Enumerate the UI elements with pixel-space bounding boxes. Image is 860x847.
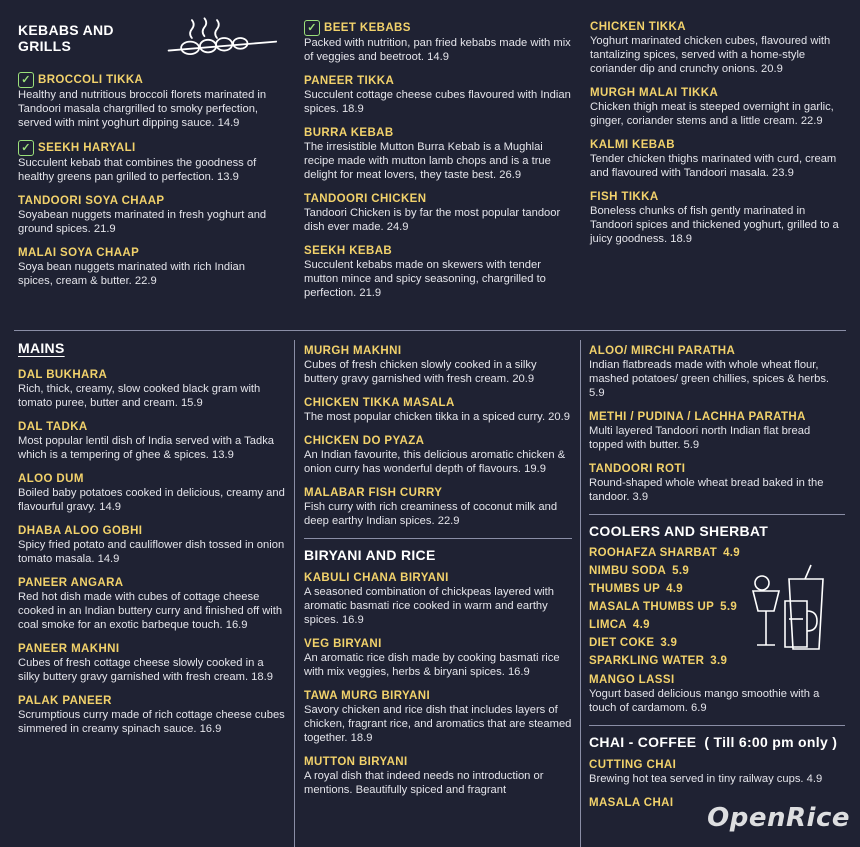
- item-name: SEEKH KEBAB: [304, 245, 393, 257]
- item-desc: Healthy and nutritious broccoli florets marinated in Tandoori masala chargrilled to smoky perfection, served with mint yoghurt dipping sauce. 14.9: [18, 89, 267, 129]
- list-item: [304, 689, 572, 745]
- drink-item: DIET COKE 3.9: [589, 637, 678, 649]
- item-price: 20.9: [548, 411, 570, 423]
- kebabs-section-title: KEBABS AND GRILLS: [18, 22, 114, 54]
- item-desc: Cubes of fresh cottage cheese slowly cooked in a silky buttery gravy garnished with fresh cream. 18.9: [18, 657, 273, 683]
- list-item: [18, 576, 286, 632]
- item-price: 15.9: [180, 397, 203, 409]
- coolers-divider: [589, 514, 845, 515]
- item-desc: A seasoned combination of chickpeas layered with aromatic basmati rice cooked in warm and earthy spices. 16.9: [304, 586, 555, 626]
- item-price: 14.9: [99, 501, 122, 513]
- item-price: 23.9: [772, 167, 794, 179]
- section-divider: [14, 330, 846, 331]
- list-item: [18, 472, 286, 514]
- check-icon: ✓: [304, 20, 320, 36]
- biryani-section-title: BIRYANI AND RICE: [304, 547, 436, 563]
- item-desc: Fish curry with rich creaminess of coconut milk and deep earthy Indian spices. 22.9: [304, 501, 558, 527]
- item-desc: Yogurt based delicious mango smoothie with a touch of cardamom. 6.9: [589, 688, 820, 714]
- item-price: 21.9: [359, 287, 382, 299]
- kebabs-col-3: [590, 20, 846, 256]
- list-item: [304, 755, 572, 797]
- item-name: FISH TIKKA: [590, 191, 659, 203]
- drinks-illustration: [745, 561, 845, 661]
- chai-note: ( Till 6:00 pm only ): [704, 734, 838, 750]
- item-price: 16.9: [341, 614, 364, 626]
- kebabs-col-2: [304, 20, 576, 310]
- column-divider: [294, 340, 295, 847]
- item-name: METHI / PUDINA / LACHHA PARATHA: [589, 411, 806, 423]
- watermark-logo: OpenRice: [707, 803, 850, 833]
- item-name: DHABA ALOO GOBHI: [18, 525, 143, 537]
- item-name: MURGH MALAI TIKKA: [590, 87, 719, 99]
- item-desc: Succulent cottage cheese cubes flavoured with Indian spices. 18.9: [304, 89, 571, 115]
- item-name: TANDOORI ROTI: [589, 463, 686, 475]
- item-name: BURRA KEBAB: [304, 127, 394, 139]
- item-name: MASALA CHAI: [589, 797, 674, 809]
- item-desc: The irresistible Mutton Burra Kebab is a Mughlai recipe made with mutton lamb chops and is a true delight for meat lovers, they taste best. 26.9: [304, 141, 551, 181]
- coolers-section-title: COOLERS AND SHERBAT: [589, 523, 769, 539]
- list-item: [18, 524, 286, 566]
- item-price: 22.9: [134, 275, 157, 287]
- item-price: 20.9: [512, 373, 535, 385]
- item-desc: Tandoori Chicken is by far the most popular tandoor dish ever made. 24.9: [304, 207, 561, 233]
- item-price: 3.9: [632, 491, 649, 503]
- drink-item: LIMCA 4.9: [589, 619, 650, 631]
- mains-col-1: [18, 340, 286, 746]
- list-item: [304, 344, 572, 386]
- list-item: [18, 420, 286, 462]
- list-item: [18, 694, 286, 736]
- item-name: CUTTING CHAI: [589, 759, 677, 771]
- item-desc: An aromatic rice dish made by cooking basmati rice with mix veggies, herbs & biryani spices. 16.9: [304, 652, 560, 678]
- list-item: [304, 486, 572, 528]
- chai-divider: [589, 725, 845, 726]
- item-desc: Rich, thick, creamy, slow cooked black gram with tomato puree, butter and cream. 15.9: [18, 383, 261, 409]
- item-price: 14.9: [217, 117, 240, 129]
- item-name: TANDOORI SOYA CHAAP: [18, 195, 165, 207]
- item-desc: Succulent kebabs made on skewers with tender mutton mince and spicy seasoning, chargrilled to perfection. 21.9: [304, 259, 546, 299]
- item-name: MALAI SOYA CHAAP: [18, 247, 140, 259]
- list-item: [304, 571, 572, 627]
- item-desc: Soya bean nuggets marinated with rich Indian spices, cream & butter. 22.9: [18, 261, 246, 287]
- item-desc: Boneless chunks of fish gently marinated in Tandoori spices and thickened yoghurt, grilled to a juicy goodness. 18.9: [590, 205, 839, 245]
- item-desc: The most popular chicken tikka in a spiced curry. 20.9: [304, 411, 570, 423]
- item-desc: Most popular lentil dish of India served with a Tadka which is a tempering of ghee & spices. 13.9: [18, 435, 275, 461]
- list-item: [304, 637, 572, 679]
- list-item: [304, 396, 572, 424]
- item-desc: Cubes of fresh chicken slowly cooked in a silky buttery gravy garnished with fresh cream. 20.9: [304, 359, 537, 385]
- item-price: 14.9: [97, 553, 120, 565]
- item-desc: Round-shaped whole wheat bread baked in the tandoor. 3.9: [589, 477, 824, 503]
- item-price: 18.9: [350, 732, 373, 744]
- item-price: 18.9: [341, 103, 364, 115]
- item-desc: A royal dish that indeed needs no introduction or mentions. Beautifully spiced and fragrant: [304, 770, 544, 796]
- list-item: [18, 194, 280, 236]
- check-icon: ✓: [18, 72, 34, 88]
- list-item: [590, 20, 846, 76]
- item-name: MANGO LASSI: [589, 674, 675, 686]
- list-item: [18, 140, 280, 184]
- item-name: VEG BIRYANI: [304, 638, 382, 650]
- item-desc: Soyabean nuggets marinated in fresh yoghurt and ground spices. 21.9: [18, 209, 267, 235]
- item-name: ALOO/ MIRCHI PARATHA: [589, 345, 736, 357]
- item-desc: Chicken thigh meat is steeped overnight in garlic, ginger, coriander stems and a little cream. 22.9: [590, 101, 834, 127]
- item-desc: Boiled baby potatoes cooked in delicious, creamy and flavourful gravy. 14.9: [18, 487, 285, 513]
- item-price: 5.9: [683, 439, 700, 451]
- item-name: TAWA MURG BIRYANI: [304, 690, 431, 702]
- item-name: PALAK PANEER: [18, 695, 112, 707]
- item-price: 16.9: [199, 723, 222, 735]
- item-name: KABULI CHANA BIRYANI: [304, 572, 449, 584]
- item-name: PANEER ANGARA: [18, 577, 124, 589]
- item-desc: An Indian favourite, this delicious aromatic chicken & onion curry has wonderful depth of flavours. 19.9: [304, 449, 566, 475]
- item-name: CHICKEN DO PYAZA: [304, 435, 425, 447]
- check-icon: ✓: [18, 140, 34, 156]
- item-desc: Tender chicken thighs marinated with curd, cream and flavoured with Tandoori masala. 23.9: [590, 153, 837, 179]
- drink-item: SPARKLING WATER 3.9: [589, 655, 728, 667]
- list-item: [18, 72, 280, 130]
- list-item: [589, 410, 847, 452]
- list-item: [589, 344, 847, 400]
- item-price: 22.9: [800, 115, 823, 127]
- item-price: 18.9: [251, 671, 273, 683]
- item-desc: Indian flatbreads made with whole wheat flour, mashed potatoes/ green chillies, spices & herbs. 5.9: [589, 359, 830, 399]
- item-desc: Savory chicken and rice dish that includes layers of chicken, fragrant rice, and aromatics that are steamed together. 18.9: [304, 704, 572, 744]
- item-name: PANEER TIKKA: [304, 75, 395, 87]
- drink-item: MASALA THUMBS UP 5.9: [589, 601, 738, 613]
- list-item: [590, 86, 846, 128]
- drink-item: NIMBU SODA 5.9: [589, 565, 690, 577]
- list-item: [304, 434, 572, 476]
- item-price: 13.9: [217, 171, 239, 183]
- item-price: 16.9: [507, 666, 530, 678]
- item-desc: Brewing hot tea served in tiny railway cups. 4.9: [589, 773, 823, 785]
- item-price: 22.9: [437, 515, 460, 527]
- item-price: 13.9: [212, 449, 234, 461]
- breads-col: [589, 344, 847, 820]
- item-name: DAL TADKA: [18, 421, 88, 433]
- list-item: [304, 192, 576, 234]
- item-price: 14.9: [427, 51, 449, 63]
- item-name: ✓ SEEKH HARYALI: [18, 140, 280, 156]
- biryani-divider: [304, 538, 572, 539]
- list-item: [18, 368, 286, 410]
- item-price: 20.9: [761, 63, 783, 75]
- skewer-icon: [165, 14, 280, 62]
- list-item: [304, 74, 576, 116]
- list-item: [18, 246, 280, 288]
- item-desc: Succulent kebab that combines the goodness of healthy greens pan grilled to perfection. 13.9: [18, 157, 257, 183]
- item-name: MURGH MAKHNI: [304, 345, 402, 357]
- list-item: [590, 138, 846, 180]
- item-name: PANEER MAKHNI: [18, 643, 120, 655]
- item-price: 16.9: [225, 619, 248, 631]
- item-name: ✓ BROCCOLI TIKKA: [18, 72, 280, 88]
- item-price: 5.9: [589, 387, 605, 399]
- item-name: CHICKEN TIKKA MASALA: [304, 397, 455, 409]
- list-item: [589, 673, 847, 715]
- list-item: [18, 642, 286, 684]
- drink-item: THUMBS UP 4.9: [589, 583, 683, 595]
- item-desc: Scrumptious curry made of rich cottage cheese cubes simmered in creamy spinach sauce. 16.9: [18, 709, 285, 735]
- item-name: MUTTON BIRYANI: [304, 756, 408, 768]
- item-price: 26.9: [499, 169, 522, 181]
- item-price: 19.9: [524, 463, 546, 475]
- chai-section-title: CHAI - COFFEE: [589, 734, 697, 750]
- item-name: TANDOORI CHICKEN: [304, 193, 427, 205]
- kebabs-col-1: [18, 14, 280, 298]
- list-item: [589, 462, 847, 504]
- item-price: 21.9: [93, 223, 116, 235]
- mains-col-2: [304, 344, 572, 807]
- item-name: KALMI KEBAB: [590, 139, 675, 151]
- item-price: 18.9: [670, 233, 693, 245]
- item-price: 24.9: [386, 221, 409, 233]
- item-desc: Red hot dish made with cubes of cottage cheese cooked in an Indian buttery curry and finished off with coal smoke for an exotic barbeque touch. 16.9: [18, 591, 283, 631]
- item-price: 4.9: [806, 773, 823, 785]
- drink-item: ROOHAFZA SHARBAT 4.9: [589, 547, 740, 559]
- item-desc: Packed with nutrition, pan fried kebabs made with mix of veggies and beetroot. 14.9: [304, 37, 571, 63]
- mains-section-title: MAINS: [18, 340, 65, 356]
- item-desc: Spicy fried potato and cauliflower dish tossed in onion tomato masala. 14.9: [18, 539, 285, 565]
- item-name: CHICKEN TIKKA: [590, 21, 686, 33]
- item-name: ALOO DUM: [18, 473, 84, 485]
- list-item: [304, 244, 576, 300]
- item-name: DAL BUKHARA: [18, 369, 108, 381]
- item-desc: Yoghurt marinated chicken cubes, flavoured with tantalizing spices, served with a home-style coriander dip and crunchy onions. 20.9: [590, 35, 831, 75]
- item-name: MALABAR FISH CURRY: [304, 487, 443, 499]
- column-divider: [580, 340, 581, 847]
- list-item: [590, 190, 846, 246]
- item-name: ✓ BEET KEBABS: [304, 20, 576, 36]
- list-item: [304, 126, 576, 182]
- list-item: [304, 20, 576, 64]
- item-desc: Multi layered Tandoori north Indian flat bread topped with butter. 5.9: [589, 425, 811, 451]
- list-item: [589, 758, 847, 786]
